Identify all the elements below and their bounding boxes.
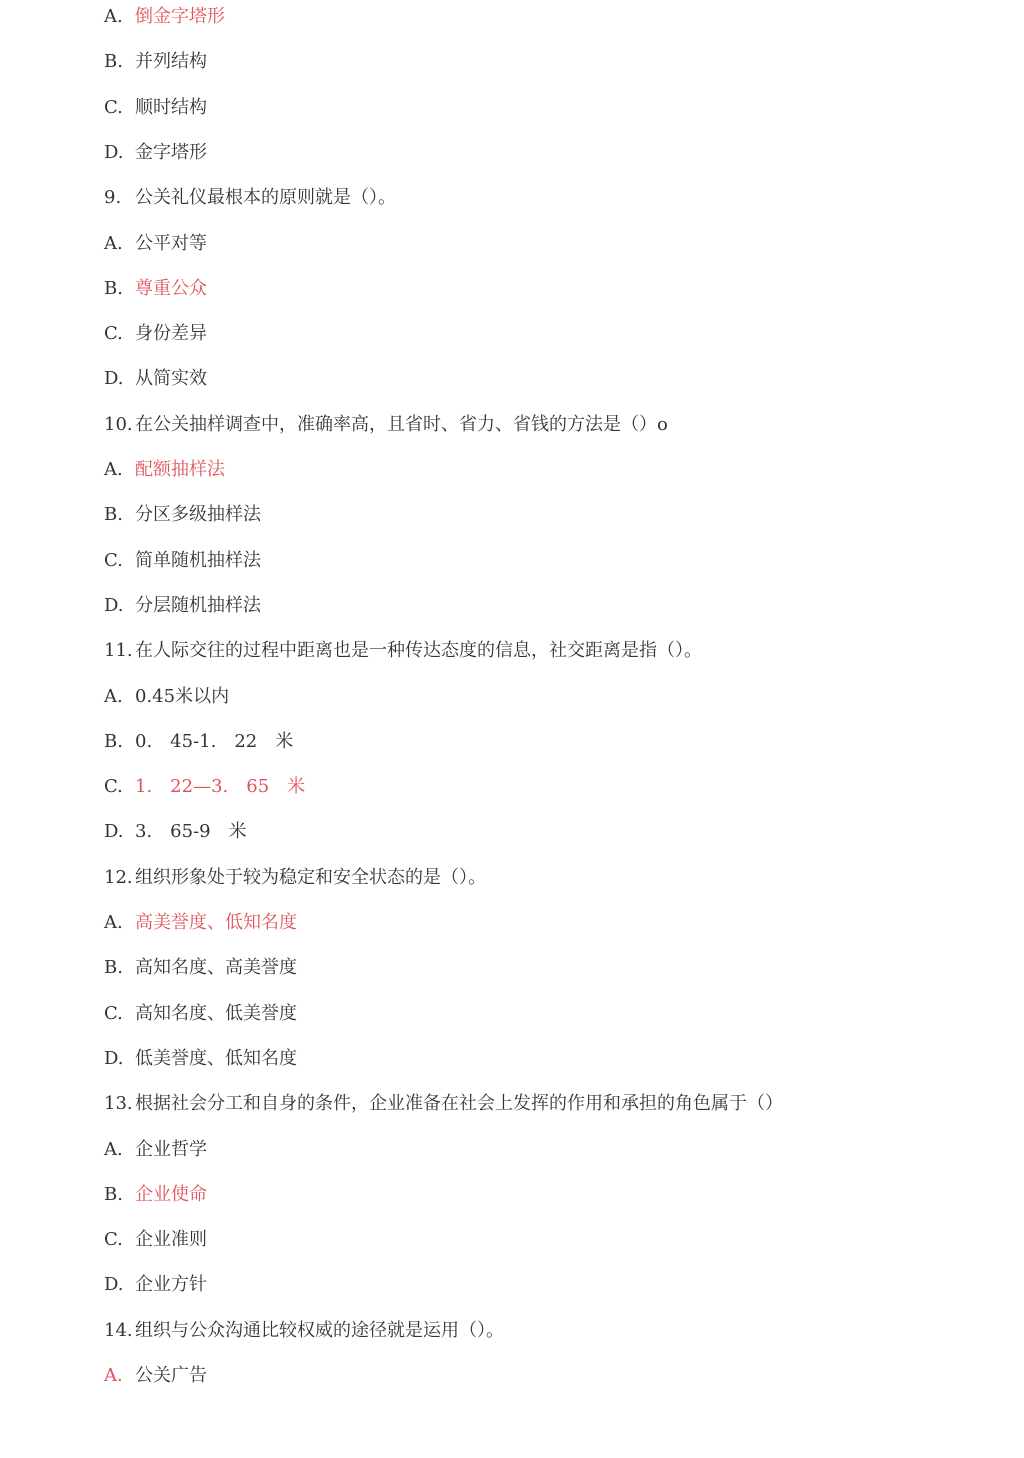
option-label: A. [104,459,123,480]
question-line [104,1089,783,1119]
option-line [104,1270,207,1300]
option-text: 公平对等 [135,232,207,254]
option-text: 企业使命 [135,1183,207,1205]
option-label: B. [104,730,123,752]
option-line [104,274,207,304]
option-text: 高知名度、低美誉度 [135,1002,297,1024]
option-text: 配额抽样法 [135,459,225,480]
option-text: 身份差异 [135,323,207,345]
option-text: 简单随机抽样法 [135,549,261,571]
option-line [104,591,261,621]
option-text: 低美誉度、低知名度 [135,1047,297,1069]
question-line [104,636,702,666]
option-text: 尊重公众 [135,277,207,299]
question-line [104,410,668,440]
option-text: 高美誉度、低知名度 [135,912,297,933]
option-label: C. [104,1229,123,1251]
question-line [104,1316,504,1346]
option-label: D. [104,141,124,163]
option-line [104,817,247,847]
option-line [104,546,261,576]
option-label: B. [104,504,123,526]
option-line [104,1225,207,1255]
question-number: 13. [104,1093,133,1115]
option-line [104,682,229,712]
option-line [104,727,293,757]
option-text: 0. 45-1. 22 米 [135,730,294,752]
option-line [104,93,207,123]
question-text: 组织形象处于较为稳定和安全状态的是（）。 [135,866,486,888]
option-line [104,1361,207,1391]
option-label: A. [104,6,123,27]
option-text: 分层随机抽样法 [135,594,261,616]
option-line [104,138,207,168]
option-label: A. [104,1365,123,1386]
question-line [104,863,486,893]
option-label: B. [104,277,123,299]
option-line [104,1180,207,1210]
option-text: 倒金字塔形 [135,6,225,27]
option-text: 金字塔形 [135,141,207,163]
question-text: 公关礼仪最根本的原则就是（）。 [135,187,396,209]
option-label: A. [104,912,123,933]
option-label: C. [104,1002,123,1024]
option-text: 1. 22—3. 65 米 [135,776,306,798]
option-label: B. [104,51,123,73]
question-number: 9. [104,187,122,209]
option-text: 高知名度、高美誉度 [135,957,297,979]
option-text: 企业方针 [135,1274,207,1296]
option-line [104,500,261,530]
option-line [104,999,297,1029]
option-line [104,908,297,938]
option-label: D. [104,1274,124,1296]
question-line [104,183,396,213]
option-line [104,772,305,802]
option-line [104,364,207,394]
option-text: 分区多级抽样法 [135,504,261,526]
option-text: 企业哲学 [135,1138,207,1160]
option-line [104,47,207,77]
option-text: 公关广告 [135,1365,207,1386]
question-text: 组织与公众沟通比较权威的途径就是运用（）。 [135,1319,504,1341]
option-label: D. [104,1047,124,1069]
option-text: 从简实效 [135,368,207,390]
option-label: D. [104,368,124,390]
option-text: 3. 65-9 米 [135,821,247,843]
option-label: C. [104,96,123,118]
option-text: 并列结构 [135,51,207,73]
option-label: C. [104,776,123,798]
question-text: 在公关抽样调查中，准确率高，且省时、省力、省钱的方法是（）o [135,413,668,435]
option-label: A. [104,685,123,707]
question-text: 在人际交往的过程中距离也是一种传达态度的信息，社交距离是指（）。 [135,640,702,662]
question-number: 14. [104,1319,133,1341]
option-line [104,455,225,485]
option-label: D. [104,594,124,616]
option-label: A. [104,1138,123,1160]
option-label: B. [104,957,123,979]
option-line [104,319,207,349]
option-label: D. [104,821,124,843]
option-line [104,2,225,32]
option-text: 企业准则 [135,1229,207,1251]
option-line [104,1135,207,1165]
question-number: 11. [104,640,133,662]
option-label: C. [104,549,123,571]
option-label: C. [104,323,123,345]
option-text: 顺时结构 [135,96,207,118]
option-label: B. [104,1183,123,1205]
option-label: A. [104,232,123,254]
option-text: 0.45米以内 [135,685,230,707]
option-line [104,1044,297,1074]
question-number: 10. [104,413,133,435]
option-line [104,229,207,259]
option-line [104,953,297,983]
question-text: 根据社会分工和自身的条件，企业准备在社会上发挥的作用和承担的角色属于（） [135,1093,783,1115]
question-number: 12. [104,866,133,888]
